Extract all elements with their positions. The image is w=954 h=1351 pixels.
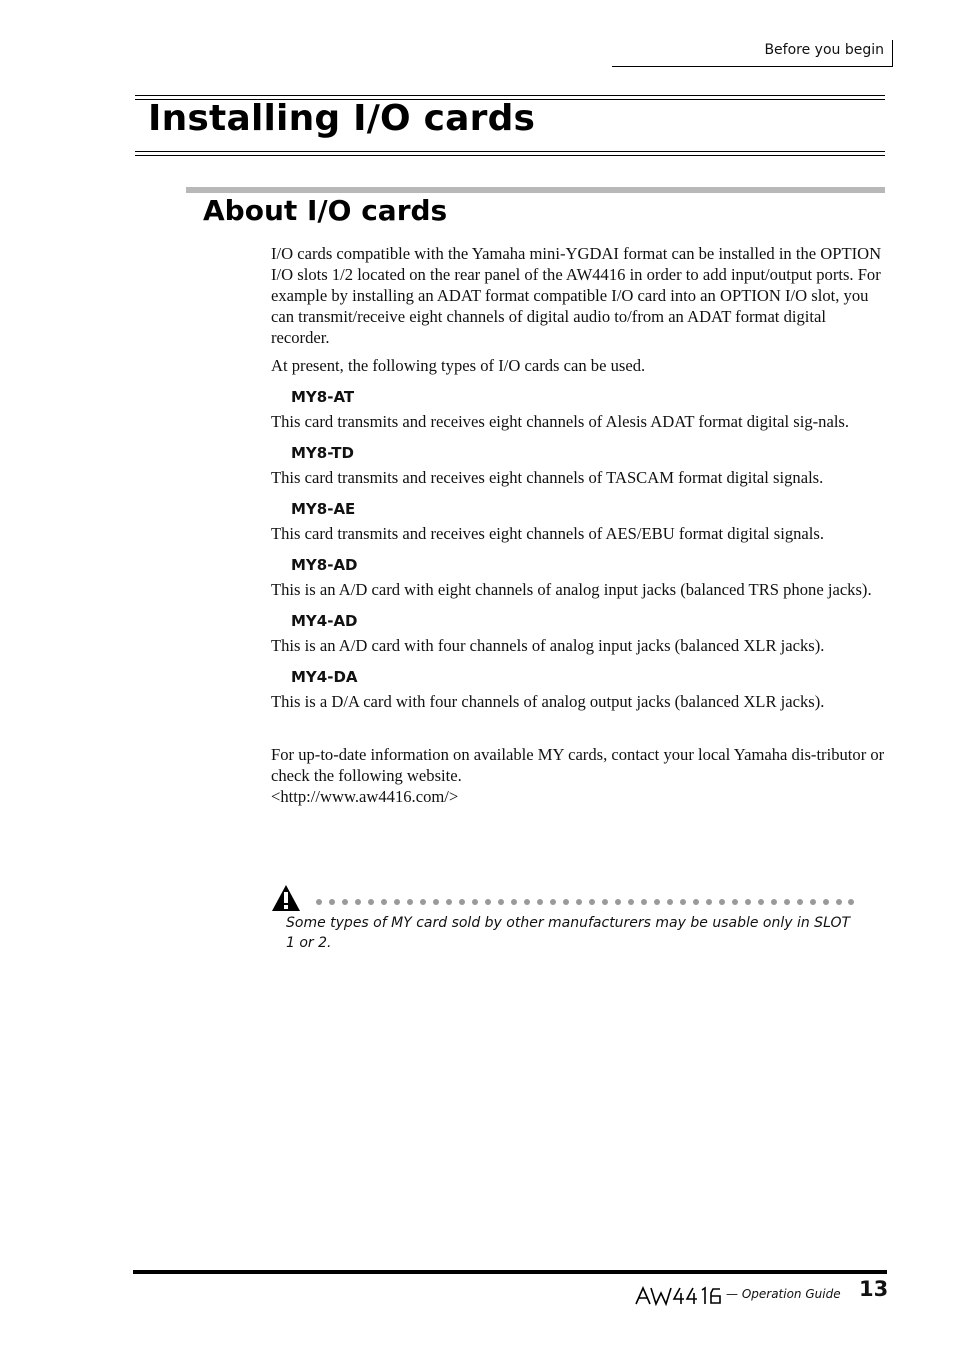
- running-header-text: Before you begin: [764, 42, 884, 58]
- website-link[interactable]: <http://www.aw4416.com/>: [271, 787, 459, 806]
- running-header: [612, 40, 893, 67]
- footer-guide-label: — Operation Guide: [726, 1287, 841, 1301]
- card-name: MY8-AT: [291, 388, 355, 406]
- intro-paragraph: I/O cards compatible with the Yamaha mini-YGDAI format can be installed in the OPTION I/O slots 1/2 located on the rear panel of the AW4416 in order to add input/output ports. For example by installing an ADAT format compatible I/O card into an OPTION I/O slot, you can transmit/receive eight channels of digital audio to/from an ADAT format digital recorder.: [271, 244, 882, 347]
- card-name: MY8-AE: [291, 500, 356, 518]
- body-text: [271, 243, 887, 807]
- card-description: This is an A/D card with eight channels of analog input jacks (balanced TRS phone jacks).: [271, 580, 872, 599]
- card-name: MY8-TD: [291, 444, 354, 462]
- caution-dotted-rule: [315, 898, 855, 906]
- card-description: This card transmits and receives eight channels of Alesis ADAT format digital sig-nals.: [271, 412, 850, 431]
- section-bar: [186, 187, 885, 193]
- chapter-title: Installing I/O cards: [148, 98, 536, 139]
- page-number: 13: [859, 1277, 889, 1301]
- title-rule: [135, 151, 885, 152]
- section-title: About I/O cards: [203, 194, 448, 227]
- card-name: MY4-DA: [291, 668, 358, 686]
- present-paragraph: At present, the following types of I/O cards can be used.: [271, 356, 646, 375]
- warning-triangle-icon: [271, 884, 301, 912]
- aw4416-logo: [634, 1284, 724, 1306]
- footer-rule: [133, 1270, 887, 1274]
- update-paragraph: For up-to-date information on available MY cards, contact your local Yamaha dis-tributor or check the following website.: [271, 745, 885, 785]
- caution-text: Some types of MY card sold by other manufacturers may be usable only in SLOT 1 or 2.: [286, 915, 851, 951]
- card-description: This card transmits and receives eight channels of TASCAM format digital signals.: [271, 468, 824, 487]
- card-description: This card transmits and receives eight channels of AES/EBU format digital signals.: [271, 524, 824, 543]
- card-name: MY8-AD: [291, 556, 358, 574]
- card-description: This is an A/D card with four channels of analog input jacks (balanced XLR jacks).: [271, 636, 825, 655]
- title-rule: [135, 95, 885, 96]
- card-description: This is a D/A card with four channels of analog output jacks (balanced XLR jacks).: [271, 692, 825, 711]
- card-name: MY4-AD: [291, 612, 358, 630]
- title-rule: [135, 155, 885, 156]
